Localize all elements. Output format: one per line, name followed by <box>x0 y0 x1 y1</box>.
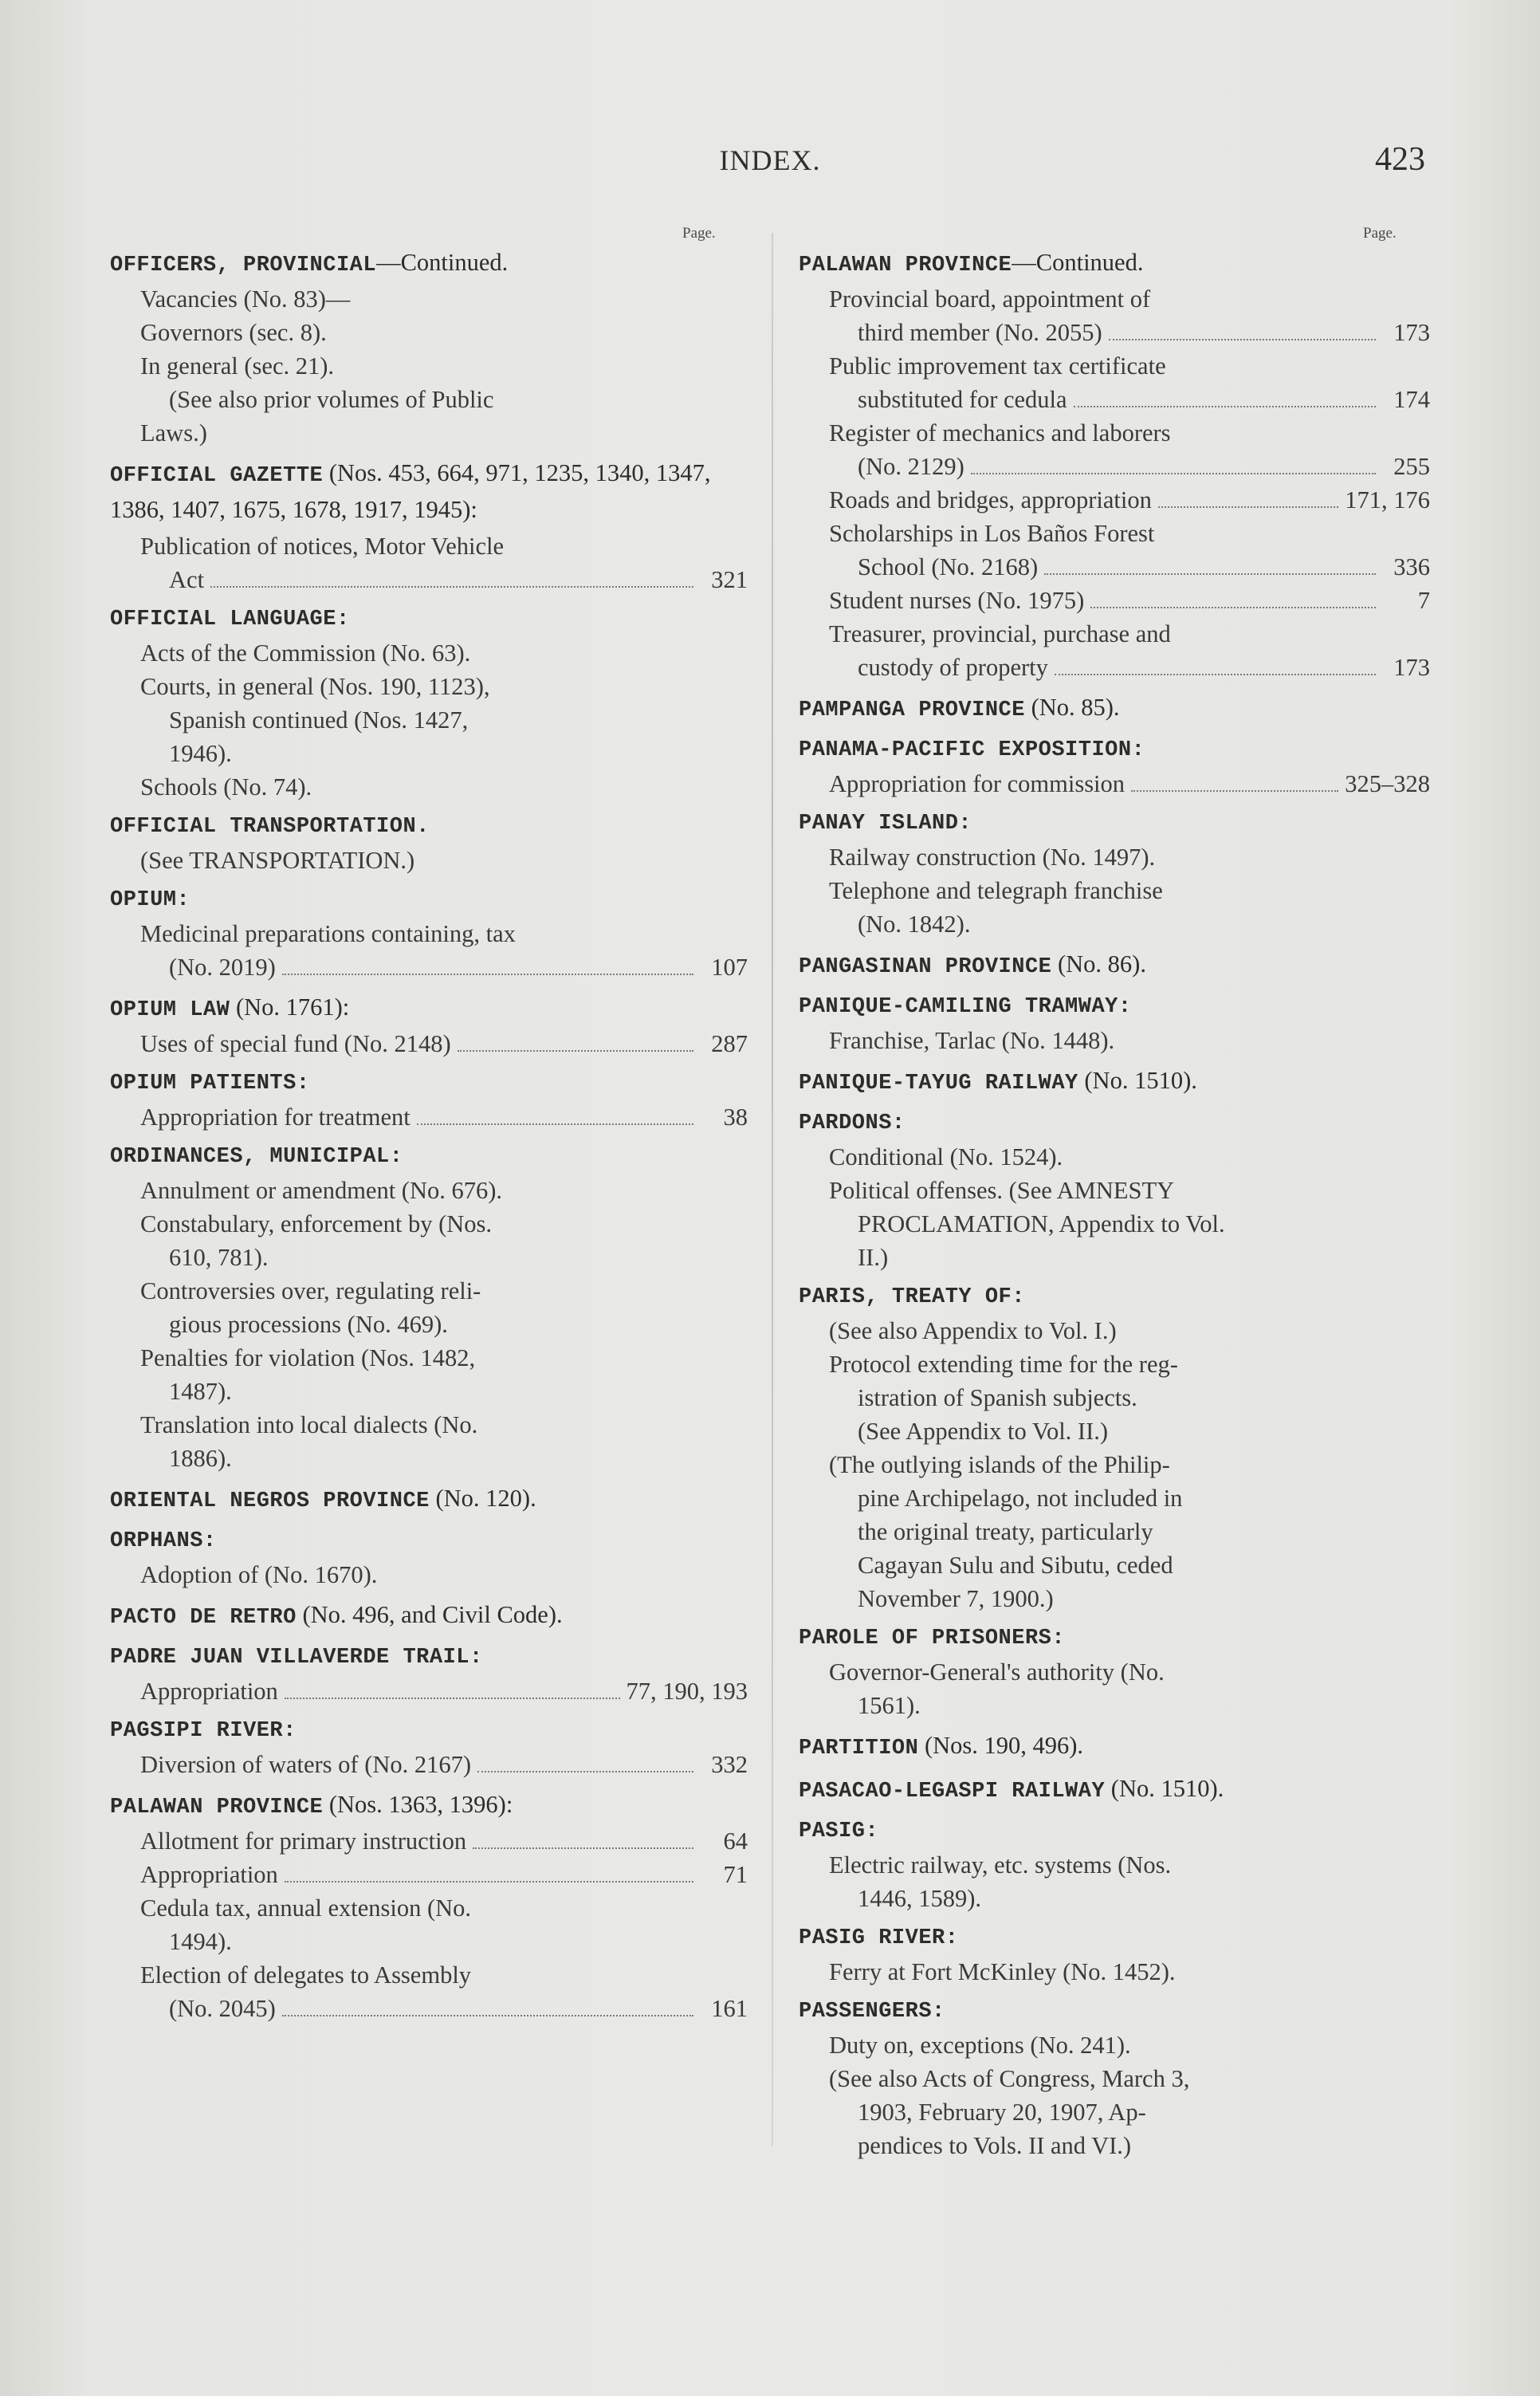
index-entry <box>799 690 1430 727</box>
page-reference: 64 <box>723 1827 748 1855</box>
index-entry <box>110 1788 748 2025</box>
subentry-text: (No. 2045) <box>169 1995 276 2022</box>
entry-heading <box>110 1598 748 1635</box>
subentry-row <box>110 1308 748 1341</box>
column-divider <box>772 233 773 2146</box>
subentry-text: Register of mechanics and laborers <box>829 419 1171 447</box>
subentry-row <box>110 1925 748 1958</box>
index-entry <box>110 1714 748 1781</box>
subentry-row <box>799 2095 1430 2129</box>
index-entry <box>799 1995 1430 2162</box>
entry-heading <box>110 810 748 844</box>
subentry-text: Election of delegates to Assembly <box>140 1961 472 1989</box>
subentry-text: pine Archipelago, not included in <box>858 1485 1183 1512</box>
index-entry <box>110 603 748 804</box>
entry-heading <box>799 1815 1430 1848</box>
subentry-text: 610, 781). <box>169 1244 269 1271</box>
subentry-text: Appropriation for treatment <box>140 1104 411 1131</box>
subentry-row <box>799 1314 1430 1348</box>
subentry-text: (See also prior volumes of Public <box>169 386 494 413</box>
index-entry <box>110 1525 748 1591</box>
subentry-row <box>799 1548 1430 1582</box>
subentry-text: (No. 2019) <box>169 954 276 981</box>
subentry-text: Vacancies (No. 83)— <box>140 285 351 313</box>
subentry-row <box>799 874 1430 907</box>
entry-heading <box>799 1622 1430 1655</box>
entry-heading-rest: —Continued. <box>1012 249 1144 276</box>
subentry-row <box>799 550 1430 584</box>
subentry-row <box>799 584 1430 617</box>
subentry-text: 1446, 1589). <box>858 1885 982 1912</box>
left-page-col-label: Page. <box>682 225 716 242</box>
subentry-text: Diversion of waters of (No. 2167) <box>140 1751 472 1778</box>
subentry-row <box>799 1448 1430 1481</box>
entry-heading <box>110 456 748 529</box>
subentry-row <box>799 316 1430 349</box>
subentry-text: Appropriation <box>140 1678 278 1705</box>
index-entry <box>799 1815 1430 1915</box>
subentry-text: Laws.) <box>140 419 207 447</box>
subentry-text: Cedula tax, annual extension (No. <box>140 1894 472 1922</box>
index-entry <box>799 807 1430 941</box>
subentry-text: (No. 1842). <box>858 911 971 938</box>
subentry-text: Student nurses (No. 1975) <box>829 587 1085 614</box>
entry-heading <box>110 883 748 917</box>
entry-heading-text: PALAWAN PROVINCE <box>110 1796 324 1820</box>
subentry-text: Conditional (No. 1524). <box>829 1143 1063 1170</box>
entry-heading-text: PANAMA-PACIFIC EXPOSITION: <box>799 738 1145 762</box>
entry-heading <box>799 947 1430 984</box>
index-entry <box>110 1481 748 1518</box>
subentry-row <box>110 563 748 596</box>
subentry-row <box>799 1582 1430 1615</box>
entry-heading <box>799 246 1430 282</box>
entry-heading-text: PARIS, TREATY OF: <box>799 1285 1025 1309</box>
subentry-text: Uses of special fund (No. 2148) <box>140 1030 451 1057</box>
entry-heading-text: PAGSIPI RIVER: <box>110 1719 297 1743</box>
entry-heading <box>799 1064 1430 1100</box>
dot-leader <box>1074 406 1376 407</box>
page-reference: 174 <box>1393 386 1430 413</box>
subentry-text: (See also Appendix to Vol. I.) <box>829 1317 1117 1344</box>
subentry-text: 1903, February 20, 1907, Ap- <box>858 2099 1146 2126</box>
subentry-text: Public improvement tax certificate <box>829 352 1166 380</box>
subentry-text: gious processions (No. 469). <box>169 1311 448 1338</box>
entry-heading <box>799 1995 1430 2028</box>
subentry-text: Courts, in general (Nos. 190, 1123), <box>140 673 490 700</box>
entry-heading-rest: (Nos. 190, 496). <box>918 1732 1084 1759</box>
index-entry <box>110 456 748 596</box>
index-entry <box>799 1729 1430 1765</box>
index-entry <box>110 246 748 450</box>
entry-heading-text: OPIUM PATIENTS: <box>110 1072 310 1096</box>
entry-heading-text: ORIENTAL NEGROS PROVINCE <box>110 1489 430 1513</box>
entry-heading-text: PASIG RIVER: <box>799 1926 959 1950</box>
subentry-row <box>110 1958 748 1992</box>
subentry-row <box>110 737 748 770</box>
subentry-row <box>110 282 748 316</box>
subentry-row <box>110 703 748 737</box>
subentry-text: pendices to Vols. II and VI.) <box>858 2132 1132 2159</box>
subentry-row <box>110 1207 748 1241</box>
subentry-text: Allotment for primary instruction <box>140 1827 467 1855</box>
page-reference: 107 <box>711 954 748 981</box>
subentry-row <box>799 416 1430 450</box>
subentry-row <box>799 651 1430 684</box>
page-reference: 255 <box>1393 453 1430 480</box>
index-entry <box>799 1622 1430 1722</box>
entry-heading-rest: (No. 1510). <box>1105 1775 1224 1802</box>
index-entry <box>799 1772 1430 1808</box>
subentry-text: Act <box>169 566 205 593</box>
entry-heading-text: OPIUM LAW <box>110 998 230 1022</box>
dot-leader <box>282 2015 693 2016</box>
entry-heading <box>799 1281 1430 1314</box>
dot-leader <box>282 974 693 975</box>
subentry-text: II.) <box>858 1244 889 1271</box>
subentry-row <box>799 1848 1430 1882</box>
subentry-row <box>799 2129 1430 2162</box>
subentry-row <box>799 282 1430 316</box>
index-entry <box>799 246 1430 684</box>
index-entry <box>799 1064 1430 1100</box>
entry-heading <box>110 990 748 1027</box>
subentry-text: substituted for cedula <box>858 386 1067 413</box>
dot-leader <box>285 1698 620 1699</box>
entry-heading <box>799 690 1430 727</box>
index-entry <box>799 947 1430 984</box>
entry-heading-text: PACTO DE RETRO <box>110 1606 297 1630</box>
subentry-row <box>799 2062 1430 2095</box>
subentry-text: PROCLAMATION, Appendix to Vol. <box>858 1210 1225 1237</box>
subentry-text: In general (sec. 21). <box>140 352 335 380</box>
dot-leader <box>1055 674 1376 675</box>
entry-heading-text: PANAY ISLAND: <box>799 812 972 836</box>
entry-heading <box>799 990 1430 1024</box>
subentry-text: Controversies over, regulating reli- <box>140 1277 481 1304</box>
entry-heading-text: ORDINANCES, MUNICIPAL: <box>110 1145 403 1169</box>
subentry-text: Scholarships in Los Baños Forest <box>829 520 1155 547</box>
entry-heading-text: PASACAO-LEGASPI RAILWAY <box>799 1780 1106 1804</box>
subentry-row <box>110 1891 748 1925</box>
subentry-row <box>799 1481 1430 1515</box>
subentry-row <box>110 1824 748 1858</box>
entry-heading <box>110 246 748 282</box>
subentry-text: 1494). <box>169 1928 232 1955</box>
subentry-text: November 7, 1900.) <box>858 1585 1054 1612</box>
subentry-row <box>799 840 1430 874</box>
entry-heading <box>799 807 1430 840</box>
page-reference: 77, 190, 193 <box>626 1678 748 1705</box>
subentry-row <box>110 770 748 804</box>
entry-heading-rest: (No. 85). <box>1024 694 1120 721</box>
subentry-row <box>110 383 748 416</box>
subentry-row <box>110 917 748 950</box>
index-entry <box>110 1641 748 1708</box>
subentry-text: 1886). <box>169 1445 232 1472</box>
subentry-row <box>110 1100 748 1134</box>
subentry-row <box>110 950 748 984</box>
entry-heading-rest: (Nos. 453, 664, 971, 1235, 1340, 1347, 1386, 1407, 1675, 1678, 1917, 1945): <box>110 459 711 523</box>
subentry-row <box>110 416 748 450</box>
subentry-text: the original treaty, particularly <box>858 1518 1153 1545</box>
subentry-text: Political offenses. (See AMNESTY <box>829 1177 1175 1204</box>
entry-heading <box>110 603 748 636</box>
subentry-row <box>799 907 1430 941</box>
subentry-text: Protocol extending time for the reg- <box>829 1351 1178 1378</box>
subentry-row <box>110 670 748 703</box>
entry-heading-text: PAMPANGA PROVINCE <box>799 698 1025 722</box>
entry-heading-text: OFFICIAL LANGUAGE: <box>110 608 350 631</box>
subentry-row <box>110 1858 748 1891</box>
subentry-text: Treasurer, provincial, purchase and <box>829 620 1171 647</box>
entry-heading-text: PANGASINAN PROVINCE <box>799 955 1052 979</box>
entry-heading-rest: (No. 86). <box>1051 950 1146 978</box>
entry-heading <box>110 1525 748 1558</box>
subentry-row <box>110 1748 748 1781</box>
entry-heading <box>110 1481 748 1518</box>
subentry-text: Annulment or amendment (No. 676). <box>140 1177 503 1204</box>
subentry-text: third member (No. 2055) <box>858 319 1102 346</box>
dot-leader <box>1090 607 1376 608</box>
entry-heading <box>799 1107 1430 1140</box>
subentry-text: Acts of the Commission (No. 63). <box>140 639 471 667</box>
entry-heading <box>110 1641 748 1674</box>
index-entry <box>110 1067 748 1134</box>
page-reference: 173 <box>1393 654 1430 681</box>
page-reference: 161 <box>711 1995 748 2022</box>
subentry-text: Translation into local dialects (No. <box>140 1411 478 1438</box>
subentry-row <box>110 316 748 349</box>
subentry-text: Ferry at Fort McKinley (No. 1452). <box>829 1958 1176 1985</box>
subentry-row <box>799 617 1430 651</box>
right-column <box>799 246 1430 2162</box>
subentry-row <box>110 349 748 383</box>
entry-heading <box>110 1714 748 1748</box>
subentry-row <box>799 349 1430 383</box>
subentry-row <box>799 1348 1430 1381</box>
entry-heading-rest: (No. 120). <box>429 1485 536 1512</box>
subentry-row <box>110 1375 748 1408</box>
entry-heading-text: PANIQUE-CAMILING TRAMWAY: <box>799 995 1132 1019</box>
index-entry <box>799 1922 1430 1989</box>
page-reference: 332 <box>711 1751 748 1778</box>
subentry-text: Publication of notices, Motor Vehicle <box>140 533 505 560</box>
dot-leader <box>1158 506 1338 508</box>
subentry-row <box>110 1241 748 1274</box>
subentry-text: Electric railway, etc. systems (Nos. <box>829 1851 1172 1879</box>
entry-heading <box>799 1729 1430 1765</box>
entry-heading-rest: (No. 1510). <box>1078 1067 1197 1094</box>
dot-leader <box>1044 573 1376 575</box>
subentry-text: Adoption of (No. 1670). <box>140 1561 378 1588</box>
dot-leader <box>477 1771 693 1772</box>
dot-leader <box>1131 790 1338 792</box>
dot-leader <box>473 1847 693 1849</box>
entry-heading-text: ORPHANS: <box>110 1529 217 1553</box>
subentry-text: Cagayan Sulu and Sibutu, ceded <box>858 1552 1173 1579</box>
entry-heading-text: OFFICERS, PROVINCIAL <box>110 254 377 277</box>
subentry-row <box>799 1689 1430 1722</box>
subentry-row <box>110 1027 748 1060</box>
entry-heading <box>799 734 1430 767</box>
subentry-text: Appropriation for commission <box>829 770 1126 797</box>
subentry-row <box>799 1381 1430 1414</box>
subentry-row <box>110 1174 748 1207</box>
entry-heading-rest: (No. 496, and Civil Code). <box>296 1601 563 1628</box>
subentry-row <box>110 1274 748 1308</box>
entry-heading-text: OFFICIAL GAZETTE <box>110 464 324 488</box>
subentry-row <box>110 1558 748 1591</box>
dot-leader <box>417 1123 693 1125</box>
subentry-text: 1561). <box>858 1692 921 1719</box>
entry-heading <box>110 1140 748 1174</box>
index-entry <box>799 1107 1430 1274</box>
page-reference: 336 <box>1393 553 1430 580</box>
subentry-row <box>110 1341 748 1375</box>
page-title: INDEX. <box>719 144 821 176</box>
subentry-row <box>110 1408 748 1442</box>
page-reference: 325–328 <box>1345 770 1430 797</box>
page-reference: 171, 176 <box>1345 486 1430 513</box>
page-reference: 287 <box>711 1030 748 1057</box>
subentry-text: (See also Acts of Congress, March 3, <box>829 2065 1190 2092</box>
subentry-text: Railway construction (No. 1497). <box>829 844 1156 871</box>
right-page-col-label: Page. <box>1363 225 1397 242</box>
page-reference: 321 <box>711 566 748 593</box>
entry-heading <box>799 1772 1430 1808</box>
entry-heading <box>110 1788 748 1824</box>
subentry-row <box>799 1207 1430 1241</box>
entry-heading <box>799 1922 1430 1955</box>
subentry-row <box>799 1882 1430 1915</box>
subentry-text: Governors (sec. 8). <box>140 319 327 346</box>
subentry-row <box>110 1674 748 1708</box>
page-reference: 38 <box>723 1104 748 1131</box>
subentry-text: Telephone and telegraph franchise <box>829 877 1163 904</box>
subentry-row <box>110 1992 748 2025</box>
subentry-row <box>799 1655 1430 1689</box>
subentry-row <box>110 844 748 877</box>
subentry-row <box>799 483 1430 517</box>
entry-heading-text: PALAWAN PROVINCE <box>799 254 1012 277</box>
subentry-row <box>799 1024 1430 1057</box>
index-entry <box>799 1281 1430 1615</box>
subentry-text: School (No. 2168) <box>858 553 1039 580</box>
subentry-text: Constabulary, enforcement by (Nos. <box>140 1210 492 1237</box>
subentry-row <box>799 383 1430 416</box>
subentry-row <box>799 1955 1430 1989</box>
entry-heading <box>110 1067 748 1100</box>
subentry-row <box>110 636 748 670</box>
subentry-row <box>799 1515 1430 1548</box>
dot-leader <box>210 586 693 588</box>
index-entry <box>110 810 748 877</box>
subentry-text: 1487). <box>169 1378 232 1405</box>
subentry-text: (See TRANSPORTATION.) <box>140 847 415 874</box>
subentry-text: Governor-General's authority (No. <box>829 1658 1165 1686</box>
subentry-text: Provincial board, appointment of <box>829 285 1151 313</box>
entry-heading-rest: (Nos. 1363, 1396): <box>323 1791 513 1818</box>
subentry-text: Appropriation <box>140 1861 278 1888</box>
subentry-text: Schools (No. 74). <box>140 773 312 801</box>
page-reference: 71 <box>723 1861 748 1888</box>
subentry-row <box>110 529 748 563</box>
page-reference: 7 <box>1417 587 1430 614</box>
entry-heading-text: PARDONS: <box>799 1111 906 1135</box>
dot-leader <box>285 1881 693 1883</box>
subentry-text: (The outlying islands of the Philip- <box>829 1451 1170 1478</box>
subentry-row <box>799 1174 1430 1207</box>
subentry-row <box>799 517 1430 550</box>
index-entry <box>110 990 748 1060</box>
dot-leader <box>1109 339 1376 340</box>
page-number: 423 <box>1375 141 1425 178</box>
entry-heading-text: PAROLE OF PRISONERS: <box>799 1627 1066 1650</box>
entry-heading-text: PASSENGERS: <box>799 2000 945 2024</box>
entry-heading-text: PANIQUE-TAYUG RAILWAY <box>799 1072 1078 1096</box>
subentry-text: Penalties for violation (Nos. 1482, <box>140 1344 476 1371</box>
left-column <box>110 246 748 2025</box>
subentry-row <box>799 1140 1430 1174</box>
subentry-text: (No. 2129) <box>858 453 964 480</box>
subentry-row <box>110 1442 748 1475</box>
entry-heading-text: OFFICIAL TRANSPORTATION. <box>110 815 430 839</box>
subentry-row <box>799 450 1430 483</box>
entry-heading-text: PASIG: <box>799 1820 879 1843</box>
subentry-row <box>799 2028 1430 2062</box>
subentry-text: custody of property <box>858 654 1048 681</box>
entry-heading-text: PADRE JUAN VILLAVERDE TRAIL: <box>110 1646 483 1670</box>
subentry-text: (See Appendix to Vol. II.) <box>858 1418 1109 1445</box>
entry-heading-rest: —Continued. <box>376 249 509 276</box>
subentry-text: Franchise, Tarlac (No. 1448). <box>829 1027 1115 1054</box>
index-entry <box>110 1598 748 1635</box>
subentry-row <box>799 767 1430 801</box>
index-entry <box>110 1140 748 1475</box>
entry-heading-rest: (No. 1761): <box>230 993 350 1021</box>
entry-heading-text: OPIUM: <box>110 888 191 912</box>
subentry-text: 1946). <box>169 740 232 767</box>
dot-leader <box>458 1050 693 1052</box>
subentry-text: Medicinal preparations containing, tax <box>140 920 516 947</box>
index-entry <box>110 883 748 984</box>
subentry-text: Duty on, exceptions (No. 241). <box>829 2032 1131 2059</box>
index-entry <box>799 990 1430 1057</box>
subentry-text: istration of Spanish subjects. <box>858 1384 1137 1411</box>
page-reference: 173 <box>1393 319 1430 346</box>
subentry-text: Roads and bridges, appropriation <box>829 486 1152 513</box>
subentry-row <box>799 1414 1430 1448</box>
index-entry <box>799 734 1430 801</box>
dot-leader <box>971 473 1376 474</box>
entry-heading-text: PARTITION <box>799 1737 919 1761</box>
subentry-row <box>799 1241 1430 1274</box>
subentry-text: Spanish continued (Nos. 1427, <box>169 706 469 734</box>
